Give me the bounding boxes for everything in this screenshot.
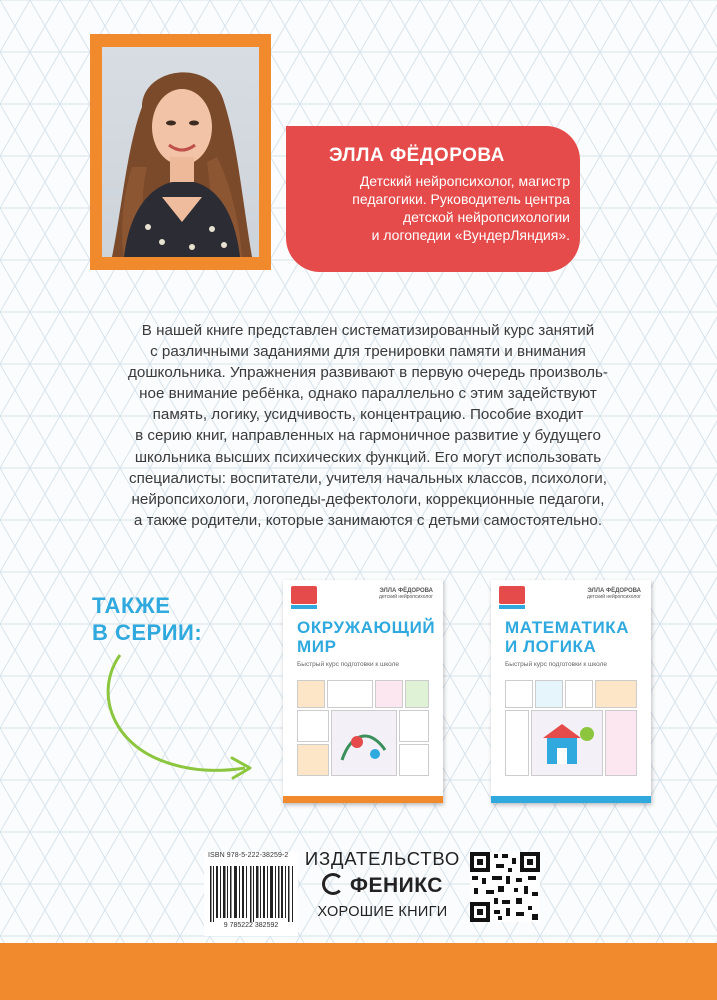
book-author-name: ЭЛЛА ФЁДОРОВА (587, 588, 641, 594)
description-line: школьника высших психических функций. Его могут использовать (134, 448, 602, 466)
book-title-line: МИР (297, 637, 337, 656)
isbn-barcode (204, 852, 298, 936)
author-photo-frame (90, 34, 271, 270)
author-card (286, 126, 580, 272)
book-author (587, 588, 641, 600)
book-author-role: детский нейропсихолог (378, 594, 433, 600)
book-illustration (505, 680, 635, 778)
description-line: специалисты: воспитатели, учителя начальных классов, психологи, (129, 469, 607, 487)
description-line: а также родители, которые занимаются с детьми самостоятельно. (133, 511, 603, 529)
publisher-block (300, 848, 465, 920)
phoenix-logo-icon (322, 873, 344, 895)
description-line: дошкольника. Упражнения развивают в первую очередь произволь- (128, 364, 608, 382)
series-logo (499, 586, 525, 604)
barcode-number: 9 785222 382592 (223, 922, 279, 929)
series-label (92, 592, 202, 646)
book-title (505, 618, 645, 656)
series-logo-underline (291, 605, 317, 609)
description-line: в серию книг, направленных на гармоничное развитие у будущего (135, 427, 601, 445)
description-line: нейропсихологи, логопеды-дефектологи, коррекционные педагоги, (131, 490, 605, 508)
author-name: ЭЛЛА ФЁДОРОВА (329, 145, 505, 166)
author-bio-line: педагогики. Руководитель центра (352, 191, 570, 207)
curved-arrow-icon (100, 650, 260, 790)
book-title-line: И ЛОГИКА (505, 637, 597, 656)
book-author (379, 588, 433, 600)
series-book-cover[interactable] (491, 580, 651, 803)
qr-code-icon (470, 852, 540, 922)
book-description (68, 320, 668, 531)
series-logo (291, 586, 317, 604)
book-title-line: ОКРУЖАЮЩИЙ (297, 618, 436, 637)
publisher-name (300, 873, 465, 898)
series-book-cover[interactable] (283, 580, 443, 803)
publisher-slogan: ХОРОШИЕ КНИГИ (317, 904, 448, 920)
description-line: В нашей книге представлен систематизированный курс занятий (141, 322, 595, 339)
series-logo-underline (499, 605, 525, 609)
author-bio-line: Детский нейропсихолог, магистр (359, 173, 570, 189)
series-label-line: ТАКЖЕ (92, 593, 171, 618)
series-label-line: В СЕРИИ: (92, 620, 203, 645)
publisher-label: ИЗДАТЕЛЬСТВО (304, 848, 461, 869)
description-line: память, логику, усидчивость, концентрацию. Пособие входит (152, 406, 584, 424)
publisher-name-text: ФЕНИКС (350, 874, 443, 897)
footer-bar (0, 943, 717, 1000)
description-line: с различными заданиями для тренировки памяти и внимания (150, 343, 586, 361)
author-bio-line: детской нейропсихологии (402, 209, 570, 225)
book-author-role: детский нейропсихолог (586, 594, 641, 600)
barcode-icon (208, 866, 296, 922)
book-author-name: ЭЛЛА ФЁДОРОВА (379, 588, 433, 594)
book-subtitle: Быстрый курс подготовки к школе (505, 661, 608, 668)
book-title (297, 618, 437, 656)
book-illustration (297, 680, 427, 778)
isbn-label: ISBN 978-5-222-38259-2 (208, 852, 289, 859)
description-line: ное внимание ребёнка, однако параллельно с этим задействуют (139, 385, 597, 403)
author-bio-line: и логопедии «ВундерЛяндия». (371, 227, 570, 243)
book-title-line: МАТЕМАТИКА (505, 618, 630, 637)
author-bio (302, 172, 570, 244)
author-photo (102, 47, 259, 257)
book-subtitle: Быстрый курс подготовки к школе (297, 661, 400, 668)
